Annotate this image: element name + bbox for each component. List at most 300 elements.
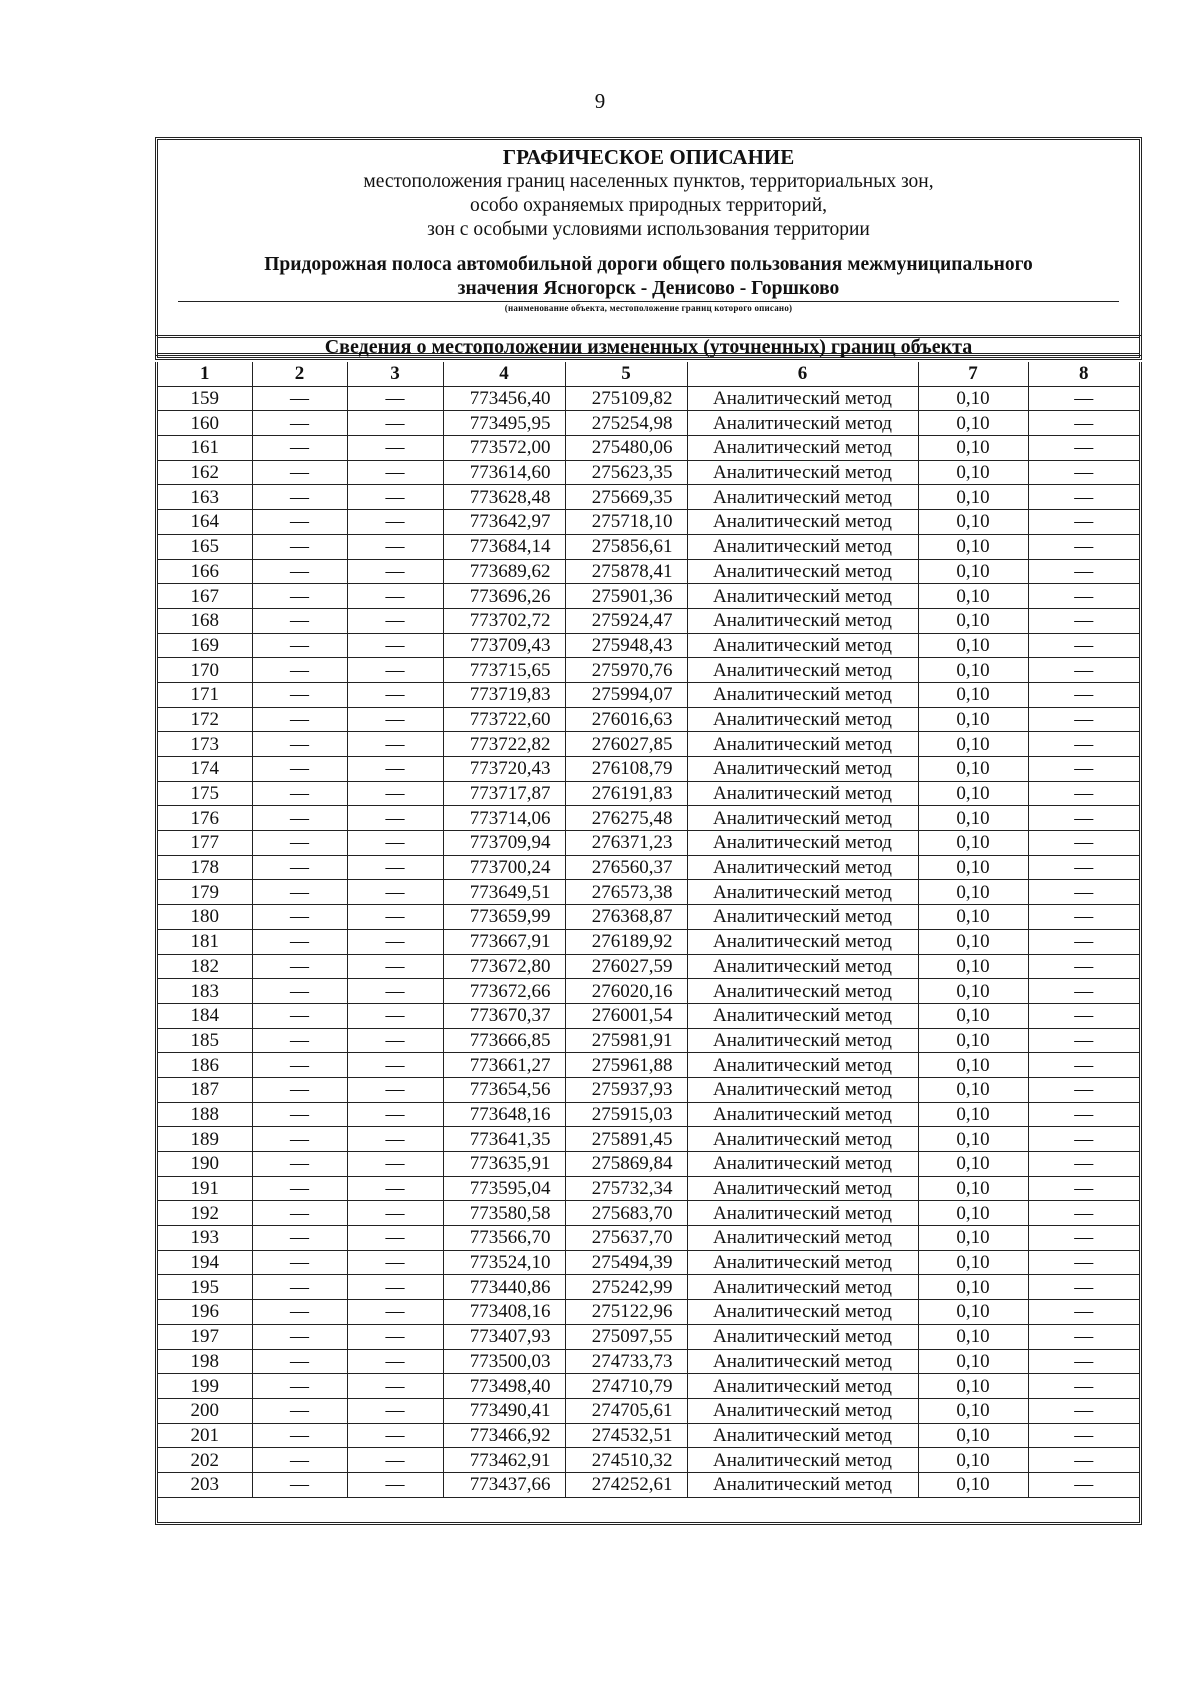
cell-col-3: — — [347, 1077, 443, 1102]
cell-col-2: — — [252, 1300, 347, 1325]
cell-point-number: 185 — [158, 1028, 252, 1053]
cell-coord-x: 773649,51 — [443, 880, 565, 905]
cell-method: Аналитический метод — [687, 1300, 918, 1325]
cell-method: Аналитический метод — [687, 979, 918, 1004]
cell-accuracy: 0,10 — [918, 386, 1028, 411]
cell-point-number: 174 — [158, 757, 252, 782]
table-row — [158, 1300, 1139, 1325]
cell-point-number: 167 — [158, 584, 252, 609]
cell-accuracy: 0,10 — [918, 954, 1028, 979]
document-title: ГРАФИЧЕСКОЕ ОПИСАНИЕ — [502, 145, 795, 169]
cell-point-number: 202 — [158, 1448, 252, 1473]
cell-col-3: — — [347, 831, 443, 856]
table-row — [158, 682, 1139, 707]
cell-coord-x: 773667,91 — [443, 929, 565, 954]
cell-method: Аналитический метод — [687, 1448, 918, 1473]
cell-coord-y: 275948,43 — [565, 633, 687, 658]
cell-coord-x: 773500,03 — [443, 1349, 565, 1374]
cell-coord-x: 773702,72 — [443, 608, 565, 633]
cell-col-8: — — [1028, 806, 1139, 831]
cell-col-2: — — [252, 880, 347, 905]
cell-col-3: — — [347, 781, 443, 806]
cell-col-8: — — [1028, 855, 1139, 880]
cell-method: Аналитический метод — [687, 559, 918, 584]
cell-coord-y: 276368,87 — [565, 905, 687, 930]
cell-coord-y: 275109,82 — [565, 386, 687, 411]
cell-col-3: — — [347, 460, 443, 485]
cell-col-8: — — [1028, 1127, 1139, 1152]
cell-col-8: — — [1028, 732, 1139, 757]
cell-col-2: — — [252, 1053, 347, 1078]
cell-accuracy: 0,10 — [918, 855, 1028, 880]
cell-point-number: 181 — [158, 929, 252, 954]
cell-accuracy: 0,10 — [918, 757, 1028, 782]
cell-col-2: — — [252, 1324, 347, 1349]
cell-col-8: — — [1028, 1226, 1139, 1251]
cell-coord-y: 276371,23 — [565, 831, 687, 856]
cell-method: Аналитический метод — [687, 929, 918, 954]
table-row — [158, 1250, 1139, 1275]
cell-col-8: — — [1028, 1448, 1139, 1473]
cell-coord-x: 773700,24 — [443, 855, 565, 880]
cell-col-3: — — [347, 880, 443, 905]
cell-method: Аналитический метод — [687, 510, 918, 535]
cell-point-number: 184 — [158, 1003, 252, 1028]
cell-coord-y: 275732,34 — [565, 1176, 687, 1201]
cell-point-number: 173 — [158, 732, 252, 757]
column-header: 3 — [347, 362, 443, 386]
cell-col-8: — — [1028, 929, 1139, 954]
cell-coord-y: 275718,10 — [565, 510, 687, 535]
cell-method: Аналитический метод — [687, 1423, 918, 1448]
table-row — [158, 905, 1139, 930]
cell-col-8: — — [1028, 682, 1139, 707]
table-row — [158, 559, 1139, 584]
cell-coord-y: 275869,84 — [565, 1152, 687, 1177]
cell-col-2: — — [252, 905, 347, 930]
table-row — [158, 954, 1139, 979]
cell-col-8: — — [1028, 386, 1139, 411]
cell-accuracy: 0,10 — [918, 880, 1028, 905]
table-row — [158, 485, 1139, 510]
cell-col-2: — — [252, 1472, 347, 1497]
cell-col-8: — — [1028, 1472, 1139, 1497]
cell-col-2: — — [252, 682, 347, 707]
cell-coord-x: 773498,40 — [443, 1374, 565, 1399]
cell-accuracy: 0,10 — [918, 707, 1028, 732]
cell-col-2: — — [252, 979, 347, 1004]
cell-coord-x: 773661,27 — [443, 1053, 565, 1078]
cell-accuracy: 0,10 — [918, 1003, 1028, 1028]
table-row — [158, 1374, 1139, 1399]
cell-coord-y: 275970,76 — [565, 658, 687, 683]
cell-method: Аналитический метод — [687, 1250, 918, 1275]
cell-accuracy: 0,10 — [918, 1176, 1028, 1201]
cell-col-2: — — [252, 757, 347, 782]
cell-coord-x: 773659,99 — [443, 905, 565, 930]
cell-method: Аналитический метод — [687, 806, 918, 831]
cell-point-number: 177 — [158, 831, 252, 856]
cell-method: Аналитический метод — [687, 1374, 918, 1399]
table-row — [158, 1275, 1139, 1300]
cell-point-number: 196 — [158, 1300, 252, 1325]
table-row — [158, 880, 1139, 905]
table-row — [158, 460, 1139, 485]
table-row — [158, 1077, 1139, 1102]
cell-method: Аналитический метод — [687, 1201, 918, 1226]
cell-coord-x: 773709,43 — [443, 633, 565, 658]
cell-col-3: — — [347, 707, 443, 732]
cell-accuracy: 0,10 — [918, 658, 1028, 683]
cell-col-3: — — [347, 1176, 443, 1201]
cell-col-2: — — [252, 1250, 347, 1275]
cell-accuracy: 0,10 — [918, 806, 1028, 831]
cell-coord-x: 773666,85 — [443, 1028, 565, 1053]
cell-col-8: — — [1028, 757, 1139, 782]
cell-method: Аналитический метод — [687, 658, 918, 683]
cell-col-3: — — [347, 1127, 443, 1152]
cell-method: Аналитический метод — [687, 1077, 918, 1102]
cell-coord-y: 275623,35 — [565, 460, 687, 485]
cell-point-number: 171 — [158, 682, 252, 707]
cell-col-3: — — [347, 1201, 443, 1226]
table-row — [158, 608, 1139, 633]
cell-method: Аналитический метод — [687, 411, 918, 436]
cell-method: Аналитический метод — [687, 1127, 918, 1152]
cell-col-3: — — [347, 1374, 443, 1399]
cell-col-2: — — [252, 485, 347, 510]
table-row — [158, 510, 1139, 535]
cell-col-3: — — [347, 1053, 443, 1078]
cell-col-2: — — [252, 1374, 347, 1399]
cell-point-number: 172 — [158, 707, 252, 732]
cell-coord-y: 275915,03 — [565, 1102, 687, 1127]
cell-method: Аналитический метод — [687, 831, 918, 856]
cell-col-3: — — [347, 1448, 443, 1473]
cell-accuracy: 0,10 — [918, 831, 1028, 856]
cell-accuracy: 0,10 — [918, 584, 1028, 609]
cell-point-number: 179 — [158, 880, 252, 905]
cell-coord-y: 275494,39 — [565, 1250, 687, 1275]
cell-col-3: — — [347, 682, 443, 707]
cell-col-3: — — [347, 608, 443, 633]
cell-coord-y: 275924,47 — [565, 608, 687, 633]
cell-accuracy: 0,10 — [918, 1201, 1028, 1226]
cell-point-number: 189 — [158, 1127, 252, 1152]
cell-point-number: 175 — [158, 781, 252, 806]
cell-coord-y: 275891,45 — [565, 1127, 687, 1152]
cell-coord-x: 773719,83 — [443, 682, 565, 707]
cell-col-2: — — [252, 534, 347, 559]
cell-coord-y: 275122,96 — [565, 1300, 687, 1325]
cell-col-8: — — [1028, 584, 1139, 609]
cell-point-number: 198 — [158, 1349, 252, 1374]
cell-coord-x: 773684,14 — [443, 534, 565, 559]
cell-point-number: 161 — [158, 436, 252, 461]
table-row — [158, 1423, 1139, 1448]
coordinates-table-frame — [155, 362, 1142, 1525]
table-row — [158, 386, 1139, 411]
cell-col-2: — — [252, 1102, 347, 1127]
subtitle-line: местоположения границ населенных пунктов, территориальных зон, — [363, 171, 934, 192]
cell-method: Аналитический метод — [687, 485, 918, 510]
cell-coord-y: 276001,54 — [565, 1003, 687, 1028]
cell-point-number: 191 — [158, 1176, 252, 1201]
cell-accuracy: 0,10 — [918, 411, 1028, 436]
cell-col-2: — — [252, 707, 347, 732]
cell-coord-y: 275097,55 — [565, 1324, 687, 1349]
table-row — [158, 534, 1139, 559]
cell-coord-x: 773456,40 — [443, 386, 565, 411]
cell-coord-x: 773407,93 — [443, 1324, 565, 1349]
cell-col-8: — — [1028, 510, 1139, 535]
cell-col-2: — — [252, 1448, 347, 1473]
cell-col-2: — — [252, 1176, 347, 1201]
object-name-line: Придорожная полоса автомобильной дороги общего пользования межмуниципального — [264, 254, 1033, 275]
cell-coord-y: 275994,07 — [565, 682, 687, 707]
cell-coord-x: 773490,41 — [443, 1398, 565, 1423]
cell-col-8: — — [1028, 880, 1139, 905]
cell-accuracy: 0,10 — [918, 1152, 1028, 1177]
cell-col-2: — — [252, 781, 347, 806]
cell-coord-x: 773595,04 — [443, 1176, 565, 1201]
cell-col-2: — — [252, 1423, 347, 1448]
cell-accuracy: 0,10 — [918, 1448, 1028, 1473]
cell-col-2: — — [252, 1077, 347, 1102]
table-row — [158, 658, 1139, 683]
cell-coord-y: 275637,70 — [565, 1226, 687, 1251]
cell-coord-y: 275901,36 — [565, 584, 687, 609]
cell-col-3: — — [347, 1028, 443, 1053]
cell-coord-x: 773466,92 — [443, 1423, 565, 1448]
cell-col-3: — — [347, 633, 443, 658]
section-title: Сведения о местоположении измененных (уточненных) границ объекта — [155, 335, 1142, 360]
cell-col-2: — — [252, 436, 347, 461]
cell-coord-y: 275961,88 — [565, 1053, 687, 1078]
cell-col-8: — — [1028, 608, 1139, 633]
cell-coord-x: 773670,37 — [443, 1003, 565, 1028]
column-header: 2 — [252, 362, 347, 386]
cell-point-number: 201 — [158, 1423, 252, 1448]
cell-point-number: 178 — [158, 855, 252, 880]
column-header: 1 — [158, 362, 252, 386]
cell-coord-x: 773642,97 — [443, 510, 565, 535]
cell-col-8: — — [1028, 1374, 1139, 1399]
cell-col-2: — — [252, 608, 347, 633]
cell-accuracy: 0,10 — [918, 1275, 1028, 1300]
cell-col-8: — — [1028, 1176, 1139, 1201]
cell-method: Аналитический метод — [687, 608, 918, 633]
cell-accuracy: 0,10 — [918, 485, 1028, 510]
cell-accuracy: 0,10 — [918, 1300, 1028, 1325]
cell-coord-y: 275683,70 — [565, 1201, 687, 1226]
cell-col-2: — — [252, 1127, 347, 1152]
cell-point-number: 170 — [158, 658, 252, 683]
table-row — [158, 1472, 1139, 1497]
cell-col-8: — — [1028, 1275, 1139, 1300]
table-row — [158, 1028, 1139, 1053]
cell-accuracy: 0,10 — [918, 1349, 1028, 1374]
cell-point-number: 197 — [158, 1324, 252, 1349]
cell-coord-y: 276191,83 — [565, 781, 687, 806]
cell-method: Аналитический метод — [687, 757, 918, 782]
cell-col-3: — — [347, 1423, 443, 1448]
cell-coord-x: 773437,66 — [443, 1472, 565, 1497]
cell-coord-x: 773720,43 — [443, 757, 565, 782]
column-header: 4 — [443, 362, 565, 386]
cell-coord-x: 773689,62 — [443, 559, 565, 584]
cell-coord-x: 773717,87 — [443, 781, 565, 806]
cell-method: Аналитический метод — [687, 1028, 918, 1053]
cell-col-8: — — [1028, 1102, 1139, 1127]
cell-method: Аналитический метод — [687, 707, 918, 732]
cell-point-number: 188 — [158, 1102, 252, 1127]
cell-col-3: — — [347, 510, 443, 535]
table-row — [158, 411, 1139, 436]
table-header-row — [158, 362, 1139, 386]
cell-coord-y: 274510,32 — [565, 1448, 687, 1473]
cell-coord-y: 276189,92 — [565, 929, 687, 954]
cell-col-2: — — [252, 806, 347, 831]
cell-col-3: — — [347, 757, 443, 782]
cell-col-3: — — [347, 1226, 443, 1251]
cell-accuracy: 0,10 — [918, 608, 1028, 633]
cell-coord-y: 274252,61 — [565, 1472, 687, 1497]
cell-method: Аналитический метод — [687, 633, 918, 658]
cell-coord-x: 773614,60 — [443, 460, 565, 485]
cell-method: Аналитический метод — [687, 460, 918, 485]
cell-accuracy: 0,10 — [918, 1423, 1028, 1448]
table-row — [158, 979, 1139, 1004]
cell-coord-y: 274532,51 — [565, 1423, 687, 1448]
cell-col-3: — — [347, 1349, 443, 1374]
cell-point-number: 159 — [158, 386, 252, 411]
column-header: 8 — [1028, 362, 1139, 386]
cell-method: Аналитический метод — [687, 386, 918, 411]
table-row — [158, 1226, 1139, 1251]
cell-col-3: — — [347, 1250, 443, 1275]
cell-accuracy: 0,10 — [918, 1472, 1028, 1497]
cell-col-3: — — [347, 386, 443, 411]
cell-accuracy: 0,10 — [918, 1028, 1028, 1053]
cell-col-8: — — [1028, 436, 1139, 461]
cell-coord-x: 773462,91 — [443, 1448, 565, 1473]
cell-point-number: 187 — [158, 1077, 252, 1102]
cell-col-2: — — [252, 831, 347, 856]
cell-col-3: — — [347, 1152, 443, 1177]
cell-point-number: 176 — [158, 806, 252, 831]
coordinates-table — [158, 362, 1139, 1498]
cell-point-number: 182 — [158, 954, 252, 979]
cell-col-3: — — [347, 905, 443, 930]
table-row — [158, 584, 1139, 609]
table-row — [158, 1152, 1139, 1177]
cell-method: Аналитический метод — [687, 855, 918, 880]
cell-coord-x: 773566,70 — [443, 1226, 565, 1251]
cell-accuracy: 0,10 — [918, 1374, 1028, 1399]
cell-method: Аналитический метод — [687, 732, 918, 757]
table-row — [158, 1176, 1139, 1201]
cell-coord-x: 773580,58 — [443, 1201, 565, 1226]
cell-coord-x: 773572,00 — [443, 436, 565, 461]
subtitle-line: особо охраняемых природных территорий, — [470, 195, 827, 216]
cell-col-3: — — [347, 954, 443, 979]
cell-coord-y: 276016,63 — [565, 707, 687, 732]
cell-coord-y: 276560,37 — [565, 855, 687, 880]
cell-accuracy: 0,10 — [918, 929, 1028, 954]
cell-point-number: 160 — [158, 411, 252, 436]
cell-method: Аналитический метод — [687, 1275, 918, 1300]
table-row — [158, 707, 1139, 732]
object-caption: (наименование объекта, местоположение границ которого описано) — [504, 303, 793, 313]
cell-col-2: — — [252, 510, 347, 535]
cell-col-2: — — [252, 855, 347, 880]
table-row — [158, 1448, 1139, 1473]
cell-accuracy: 0,10 — [918, 460, 1028, 485]
cell-coord-y: 274710,79 — [565, 1374, 687, 1399]
cell-accuracy: 0,10 — [918, 1324, 1028, 1349]
cell-coord-x: 773696,26 — [443, 584, 565, 609]
cell-coord-x: 773709,94 — [443, 831, 565, 856]
cell-point-number: 183 — [158, 979, 252, 1004]
column-header: 6 — [687, 362, 918, 386]
cell-point-number: 195 — [158, 1275, 252, 1300]
object-name-line: значения Ясногорск - Денисово - Горшково — [457, 278, 840, 299]
cell-col-8: — — [1028, 633, 1139, 658]
cell-col-8: — — [1028, 1349, 1139, 1374]
cell-col-2: — — [252, 1349, 347, 1374]
cell-coord-y: 275878,41 — [565, 559, 687, 584]
cell-method: Аналитический метод — [687, 1176, 918, 1201]
cell-method: Аналитический метод — [687, 584, 918, 609]
cell-accuracy: 0,10 — [918, 1398, 1028, 1423]
table-row — [158, 1102, 1139, 1127]
cell-col-2: — — [252, 1201, 347, 1226]
cell-coord-x: 773524,10 — [443, 1250, 565, 1275]
cell-point-number: 166 — [158, 559, 252, 584]
cell-coord-y: 275242,99 — [565, 1275, 687, 1300]
table-row — [158, 1127, 1139, 1152]
cell-col-8: — — [1028, 658, 1139, 683]
cell-col-3: — — [347, 855, 443, 880]
cell-col-8: — — [1028, 1003, 1139, 1028]
cell-col-3: — — [347, 411, 443, 436]
table-row — [158, 1201, 1139, 1226]
table-row — [158, 831, 1139, 856]
cell-point-number: 168 — [158, 608, 252, 633]
cell-col-2: — — [252, 559, 347, 584]
cell-col-2: — — [252, 1152, 347, 1177]
cell-accuracy: 0,10 — [918, 1077, 1028, 1102]
cell-coord-x: 773408,16 — [443, 1300, 565, 1325]
cell-col-3: — — [347, 436, 443, 461]
cell-col-2: — — [252, 1226, 347, 1251]
cell-accuracy: 0,10 — [918, 905, 1028, 930]
cell-point-number: 186 — [158, 1053, 252, 1078]
cell-point-number: 192 — [158, 1201, 252, 1226]
cell-method: Аналитический метод — [687, 682, 918, 707]
cell-col-3: — — [347, 1472, 443, 1497]
cell-method: Аналитический метод — [687, 905, 918, 930]
cell-coord-x: 773635,91 — [443, 1152, 565, 1177]
cell-col-8: — — [1028, 1053, 1139, 1078]
table-row — [158, 1003, 1139, 1028]
cell-accuracy: 0,10 — [918, 436, 1028, 461]
cell-col-3: — — [347, 979, 443, 1004]
cell-accuracy: 0,10 — [918, 1226, 1028, 1251]
cell-col-3: — — [347, 485, 443, 510]
cell-col-3: — — [347, 584, 443, 609]
